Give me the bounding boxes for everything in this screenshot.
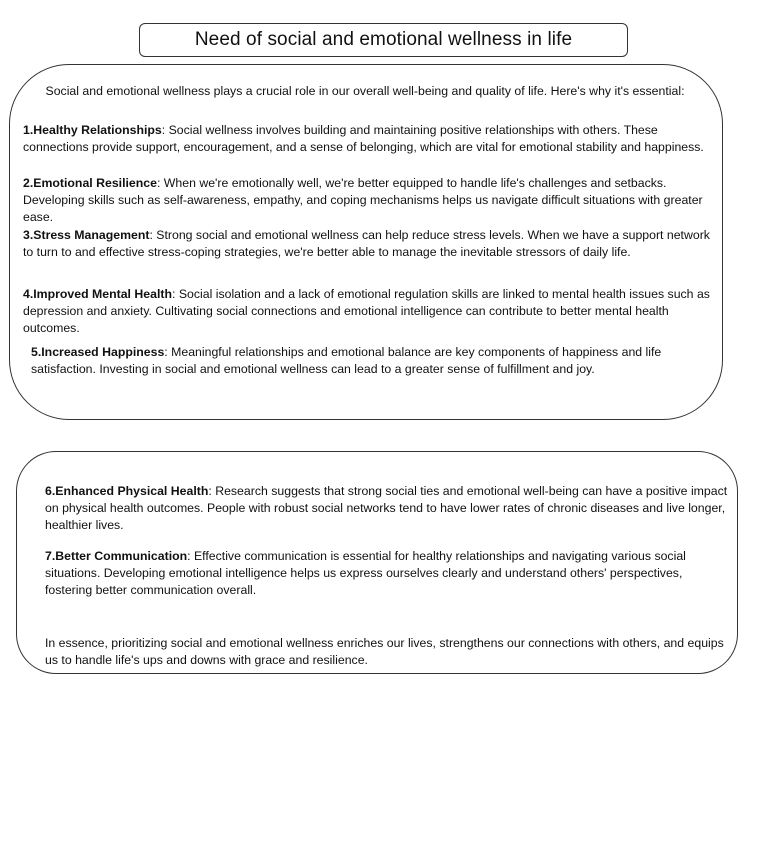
item-heading xyxy=(45,549,187,563)
item-body: : Effective communication is essential for healthy relationships and navigating various social situations. Developing emotional intelligence helps us express ourselves clearly and understand others' perspectives, fostering better communication overall. xyxy=(45,549,686,597)
item-heading xyxy=(23,228,149,242)
item-title: Increased Happiness xyxy=(41,345,165,359)
item-number: 2. xyxy=(23,176,34,190)
item-number: 4. xyxy=(23,287,34,301)
list-item-improved-mental-health xyxy=(23,286,713,337)
item-title: Improved Mental Health xyxy=(33,287,172,301)
item-heading xyxy=(45,484,208,498)
list-item-increased-happiness xyxy=(31,344,691,378)
item-title: Emotional Resilience xyxy=(33,176,157,190)
item-body: : When we're emotionally well, we're better equipped to handle life's challenges and setbacks. Developing skills such as self-awareness, empathy, and coping mechanisms helps us navigate difficult situations with greater ease. xyxy=(23,176,703,224)
item-body: : Social isolation and a lack of emotional regulation skills are linked to mental health issues such as depression and anxiety. Cultivating social connections and emotional intelligence can contribute to better mental health outcomes. xyxy=(23,287,710,335)
item-body: : Strong social and emotional wellness can help reduce stress levels. When we have a support network to turn to and effective stress-coping strategies, we're better able to manage the inevitable stressors of daily life. xyxy=(23,228,710,259)
item-body: : Research suggests that strong social ties and emotional well-being can have a positive impact on physical health outcomes. People with robust social networks tend to have lower rates of chronic diseases and live longer, healthier lives. xyxy=(45,484,728,532)
list-item-enhanced-physical-health xyxy=(45,483,733,534)
list-item-healthy-relationships xyxy=(23,122,713,156)
list-item-better-communication xyxy=(45,548,705,599)
item-number: 5. xyxy=(31,345,42,359)
item-heading xyxy=(31,345,164,359)
item-heading xyxy=(23,287,172,301)
item-title: Stress Management xyxy=(33,228,150,242)
item-heading xyxy=(23,123,162,137)
intro-paragraph: Social and emotional wellness plays a crucial role in our overall well-being and quality of life. Here's why it's essential: xyxy=(45,84,685,98)
item-title: Better Communication xyxy=(55,549,188,563)
item-heading xyxy=(23,176,157,190)
item-body: : Meaningful relationships and emotional balance are key components of happiness and life satisfaction. Investing in social and emotional wellness can lead to a greater sense of fulfillment and joy. xyxy=(31,345,662,376)
page-title: Need of social and emotional wellness in life xyxy=(139,23,628,57)
item-number: 1. xyxy=(23,123,34,137)
item-number: 6. xyxy=(45,484,56,498)
item-number: 7. xyxy=(45,549,56,563)
item-title: Enhanced Physical Health xyxy=(55,484,209,498)
item-title: Healthy Relationships xyxy=(33,123,162,137)
item-number: 3. xyxy=(23,228,34,242)
list-item-stress-management xyxy=(23,227,713,261)
list-item-emotional-resilience xyxy=(23,175,715,226)
item-body: : Social wellness involves building and maintaining positive relationships with others. These connections provide support, encouragement, and a sense of belonging, which are vital for emotional stability and happiness. xyxy=(23,123,704,154)
conclusion-paragraph: In essence, prioritizing social and emotional wellness enriches our lives, strengthens our connections with others, and equips us to handle life's ups and downs with grace and resilience. xyxy=(45,636,724,667)
